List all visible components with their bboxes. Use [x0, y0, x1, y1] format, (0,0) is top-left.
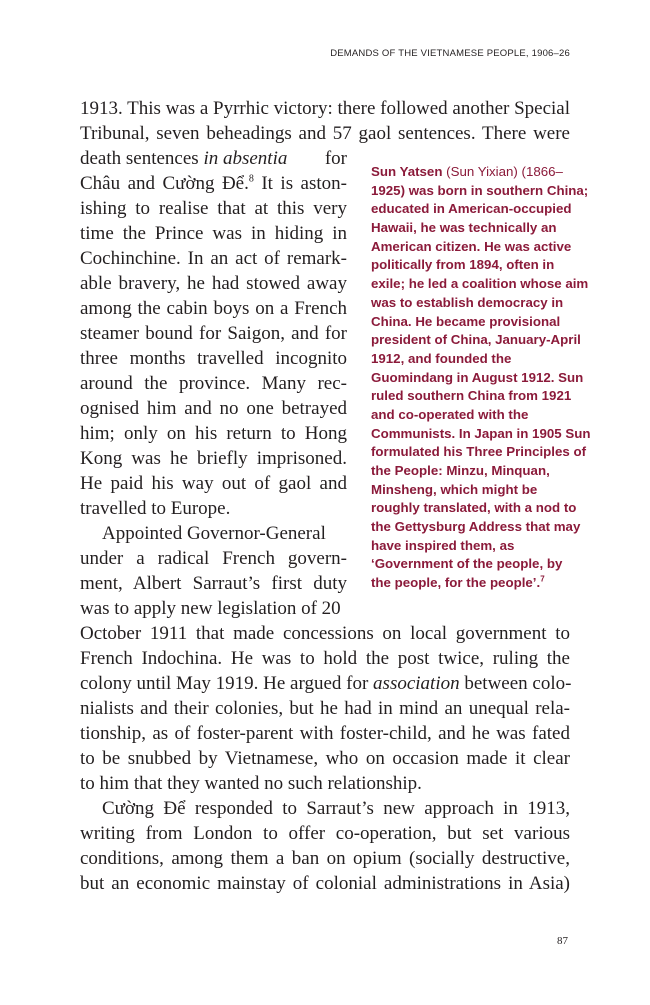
body-line: Kong was he briefly imprisoned.	[80, 448, 347, 469]
body-line: death sentences in absentia for	[80, 148, 347, 169]
body-line: He paid his way out of gaol and	[80, 473, 347, 494]
sidebar-line: politically from 1894, often in	[371, 257, 555, 273]
body-line: but an economic mainstay of colonial administrations in Asia)	[80, 873, 570, 894]
running-head: DEMANDS OF THE VIETNAMESE PEOPLE, 1906–26	[330, 48, 570, 59]
body-line: colony until May 1919. He argued for association between colo-	[80, 673, 572, 694]
sidebar-line: China. He became provisional	[371, 313, 561, 329]
sidebar-line: 1912, and founded the	[371, 350, 512, 366]
sidebar-name: Sun Yatsen	[371, 164, 443, 179]
body-line: ognised him and no one betrayed	[80, 398, 347, 419]
sidebar-line: Sun Yatsen (Sun Yixian) (1866–	[371, 164, 563, 179]
body-line: 1913. This was a Pyrrhic victory: there followed another Special	[80, 98, 570, 119]
body-line: around the province. Many rec-	[80, 373, 347, 394]
page-number: 87	[557, 935, 568, 947]
sidebar-line: the people, for the people’.$^7$	[371, 574, 545, 591]
sidebar-line: the People: Minzu, Minquan,	[371, 463, 550, 478]
sidebar-line: president of China, January-April	[371, 332, 581, 348]
footnote-ref: 7	[540, 574, 545, 584]
body-line: tionship, as of foster-parent with foster-child, and he was fated	[80, 723, 570, 744]
body-line: French Indochina. He was to hold the post twice, ruling the	[80, 648, 570, 669]
body-line: writing from London to offer co-operation, but set various	[80, 823, 570, 844]
sidebar-line: exile; he led a coalition whose aim	[371, 276, 589, 292]
body-line: travelled to Europe.	[80, 498, 231, 519]
body-line: three months travelled incognito	[80, 348, 347, 369]
sidebar-line: was to establish democracy in	[371, 294, 564, 310]
body-line: to him that they wanted no such relationship.	[80, 773, 422, 794]
body-line: under a radical French govern-	[80, 548, 347, 569]
body-line: nialists and their colonies, but he had in mind an unequal rela-	[80, 698, 570, 719]
sidebar-line: Guomindang in August 1912. Sun	[371, 369, 584, 385]
body-line: time the Prince was in hiding in	[80, 223, 347, 244]
sidebar-line: the Gettysburg Address that may	[371, 519, 581, 535]
body-line: able bravery, he had stowed away	[80, 273, 347, 294]
sidebar-line: American citizen. He was active	[371, 238, 572, 254]
sidebar-line: 1925) was born in southern China;	[371, 182, 589, 198]
sidebar-line: ruled southern China from 1921	[371, 388, 572, 404]
sidebar-line: Communists. In Japan in 1905 Sun	[371, 425, 591, 441]
body-line: Châu and Cường Để.$^8$ It is aston-	[80, 173, 347, 194]
body-line: Tribunal, seven beheadings and 57 gaol sentences. There were	[80, 123, 570, 144]
body-line: steamer bound for Saigon, and for	[80, 323, 347, 344]
body-line: Appointed Governor-General	[102, 523, 326, 544]
sidebar-biography	[371, 163, 603, 593]
sidebar-line: ‘Government of the people, by	[371, 556, 563, 572]
sidebar-line: Minsheng, which might be	[371, 481, 538, 497]
body-line: Cường Để responded to Sarraut’s new approach in 1913,	[102, 798, 570, 819]
body-line: to be snubbed by Vietnamese, who on occasion made it clear	[80, 748, 570, 769]
body-line: among the cabin boys on a French	[80, 298, 347, 319]
sidebar-line: formulated his Three Principles of	[371, 444, 587, 460]
sidebar-line: have inspired them, as	[371, 537, 515, 553]
footnote-ref: 8	[248, 173, 254, 185]
body-line: him; only on his return to Hong	[80, 423, 347, 444]
body-line: October 1911 that made concessions on local government to	[80, 623, 570, 644]
body-line: ment, Albert Sarraut’s first duty	[80, 573, 347, 594]
sidebar-line: educated in American-occupied	[371, 201, 572, 217]
sidebar-line: Hawaii, he was technically an	[371, 220, 557, 236]
body-line: Cochinchine. In an act of remark-	[80, 248, 347, 269]
body-line: ishing to realise that at this very	[80, 198, 347, 219]
sidebar-line: roughly translated, with a nod to	[371, 500, 577, 516]
sidebar-line: and co-operated with the	[371, 406, 529, 422]
body-line: was to apply new legislation of 20	[80, 598, 341, 619]
body-line: conditions, among them a ban on opium (socially destructive,	[80, 848, 570, 869]
